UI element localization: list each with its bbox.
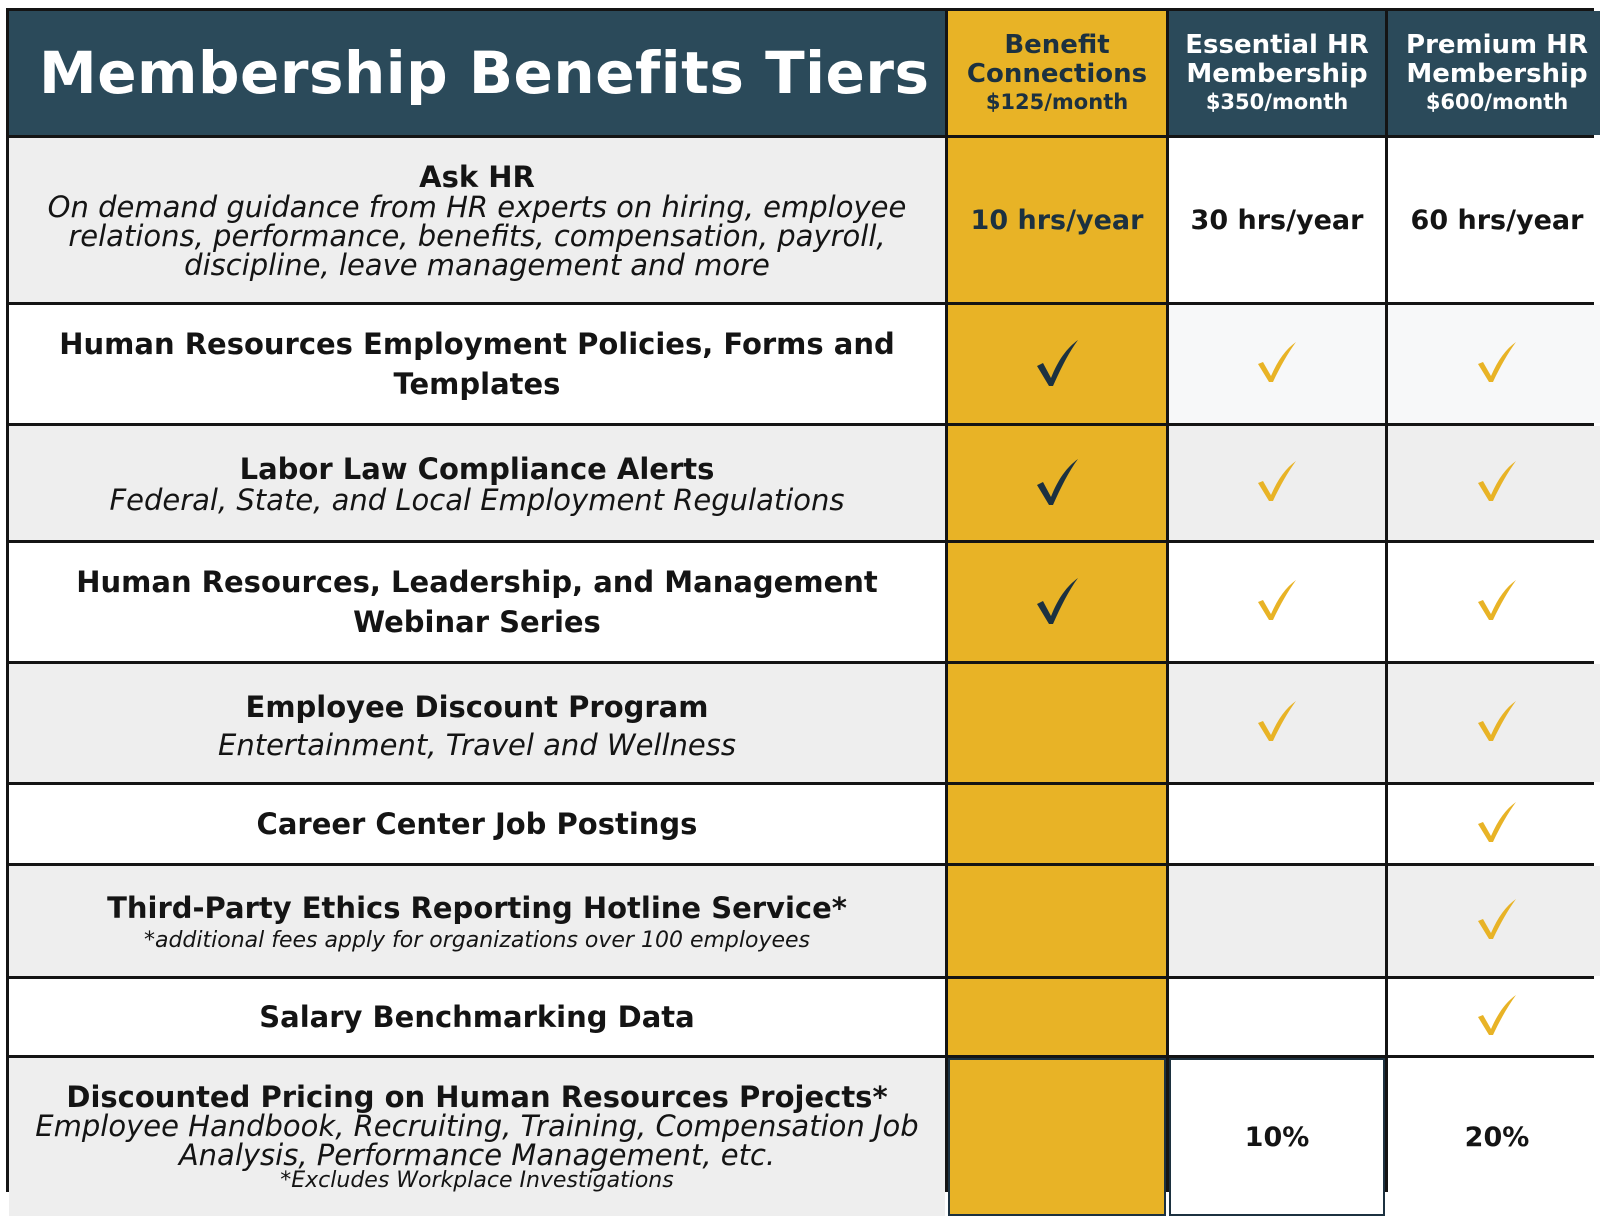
- benefit-description: Employee Handbook, Recruiting, Training, Compensation Job Analysis, Performance Management, etc.: [35, 1109, 919, 1172]
- discount-value: 20%: [1464, 1121, 1530, 1153]
- checkmark-icon: [1253, 695, 1301, 751]
- tier-header-benefit-connections: [948, 11, 1166, 135]
- value-cell: [1169, 138, 1385, 302]
- tier-name: Connections: [966, 59, 1148, 89]
- value-cell: [948, 979, 1166, 1055]
- checkmark-icon: [1253, 574, 1301, 630]
- value-cell: [1388, 426, 1600, 540]
- benefit-title: Human Resources, Leadership, and Management Webinar Series: [76, 565, 878, 639]
- table-title-cell: [9, 11, 945, 135]
- value-cell: [948, 1058, 1166, 1216]
- benefit-title: Third-Party Ethics Reporting Hotline Service*: [107, 891, 847, 925]
- benefit-ethics-hotline: [9, 866, 945, 976]
- hours-value: 10 hrs/year: [970, 204, 1144, 236]
- value-cell: [948, 426, 1166, 540]
- tier-name: Benefit: [1004, 30, 1110, 60]
- value-cell: [1169, 1058, 1385, 1216]
- benefit-title: Employee Discount Program: [245, 689, 709, 724]
- value-cell: [948, 866, 1166, 976]
- value-cell: [1388, 866, 1600, 976]
- benefit-salary-benchmarking: [9, 979, 945, 1055]
- value-cell: [1388, 785, 1600, 863]
- value-cell: [1169, 979, 1385, 1055]
- checkmark-icon: [1033, 336, 1081, 392]
- value-cell: [1169, 866, 1385, 976]
- value-cell: [1388, 138, 1600, 302]
- checkmark-icon: [1033, 455, 1081, 511]
- benefit-title: Human Resources Employment Policies, Forms and Templates: [59, 327, 895, 401]
- value-cell: [948, 664, 1166, 782]
- tier-name: Membership: [1186, 59, 1368, 89]
- value-cell: [1388, 305, 1600, 423]
- value-cell: [1388, 664, 1600, 782]
- tier-name: Essential HR: [1185, 30, 1369, 60]
- tier-name: Membership: [1406, 59, 1588, 89]
- value-cell: [1169, 543, 1385, 661]
- benefit-career-center: [9, 785, 945, 863]
- hours-value: 30 hrs/year: [1190, 204, 1364, 236]
- value-cell: [1388, 1058, 1600, 1216]
- benefit-description: Entertainment, Travel and Wellness: [218, 727, 736, 762]
- benefit-title: Career Center Job Postings: [256, 807, 698, 841]
- value-cell: [1169, 785, 1385, 863]
- value-cell: [948, 305, 1166, 423]
- page-title: Membership Benefits Tiers: [39, 39, 930, 107]
- value-cell: [948, 543, 1166, 661]
- value-cell: [1169, 426, 1385, 540]
- tier-price: $600/month: [1425, 90, 1569, 114]
- benefit-employee-discount: [9, 664, 945, 782]
- benefit-ask-hr: [9, 138, 945, 302]
- benefit-discounted-projects: [9, 1058, 945, 1216]
- benefit-note: *Excludes Workplace Investigations: [280, 1168, 674, 1193]
- checkmark-icon: [1473, 796, 1521, 852]
- checkmark-icon: [1473, 695, 1521, 751]
- value-cell: [1388, 979, 1600, 1055]
- benefit-title: Salary Benchmarking Data: [259, 1000, 695, 1034]
- tier-header-essential-hr: [1169, 11, 1385, 135]
- value-cell: [1169, 664, 1385, 782]
- benefit-webinar-series: [9, 543, 945, 661]
- value-cell: [948, 785, 1166, 863]
- checkmark-icon: [1473, 893, 1521, 949]
- benefit-title: Labor Law Compliance Alerts: [239, 451, 715, 486]
- tier-price: $125/month: [985, 90, 1129, 114]
- value-cell: [1388, 543, 1600, 661]
- checkmark-icon: [1473, 455, 1521, 511]
- checkmark-icon: [1033, 574, 1081, 630]
- checkmark-icon: [1253, 336, 1301, 392]
- tier-name: Premium HR: [1406, 30, 1588, 60]
- checkmark-icon: [1253, 455, 1301, 511]
- benefit-description: On demand guidance from HR experts on hiring, employee relations, performance, benefits, compensation, payroll, discipline, leave management and more: [47, 189, 907, 282]
- benefit-description: Federal, State, and Local Employment Regulations: [109, 482, 845, 517]
- benefit-title: Ask HR: [419, 159, 535, 194]
- checkmark-icon: [1473, 989, 1521, 1045]
- hours-value: 60 hrs/year: [1410, 204, 1584, 236]
- benefit-note: *additional fees apply for organizations over 100 employees: [143, 928, 811, 953]
- value-cell: [948, 138, 1166, 302]
- benefit-title: Discounted Pricing on Human Resources Projects*: [66, 1080, 888, 1114]
- checkmark-icon: [1473, 336, 1521, 392]
- value-cell: [1169, 305, 1385, 423]
- benefits-table: [6, 8, 1594, 1192]
- tier-price: $350/month: [1205, 90, 1349, 114]
- benefit-policies-forms-templates: [9, 305, 945, 423]
- discount-value: 10%: [1244, 1121, 1310, 1153]
- benefit-labor-law-alerts: [9, 426, 945, 540]
- checkmark-icon: [1473, 574, 1521, 630]
- tier-header-premium-hr: [1388, 11, 1600, 135]
